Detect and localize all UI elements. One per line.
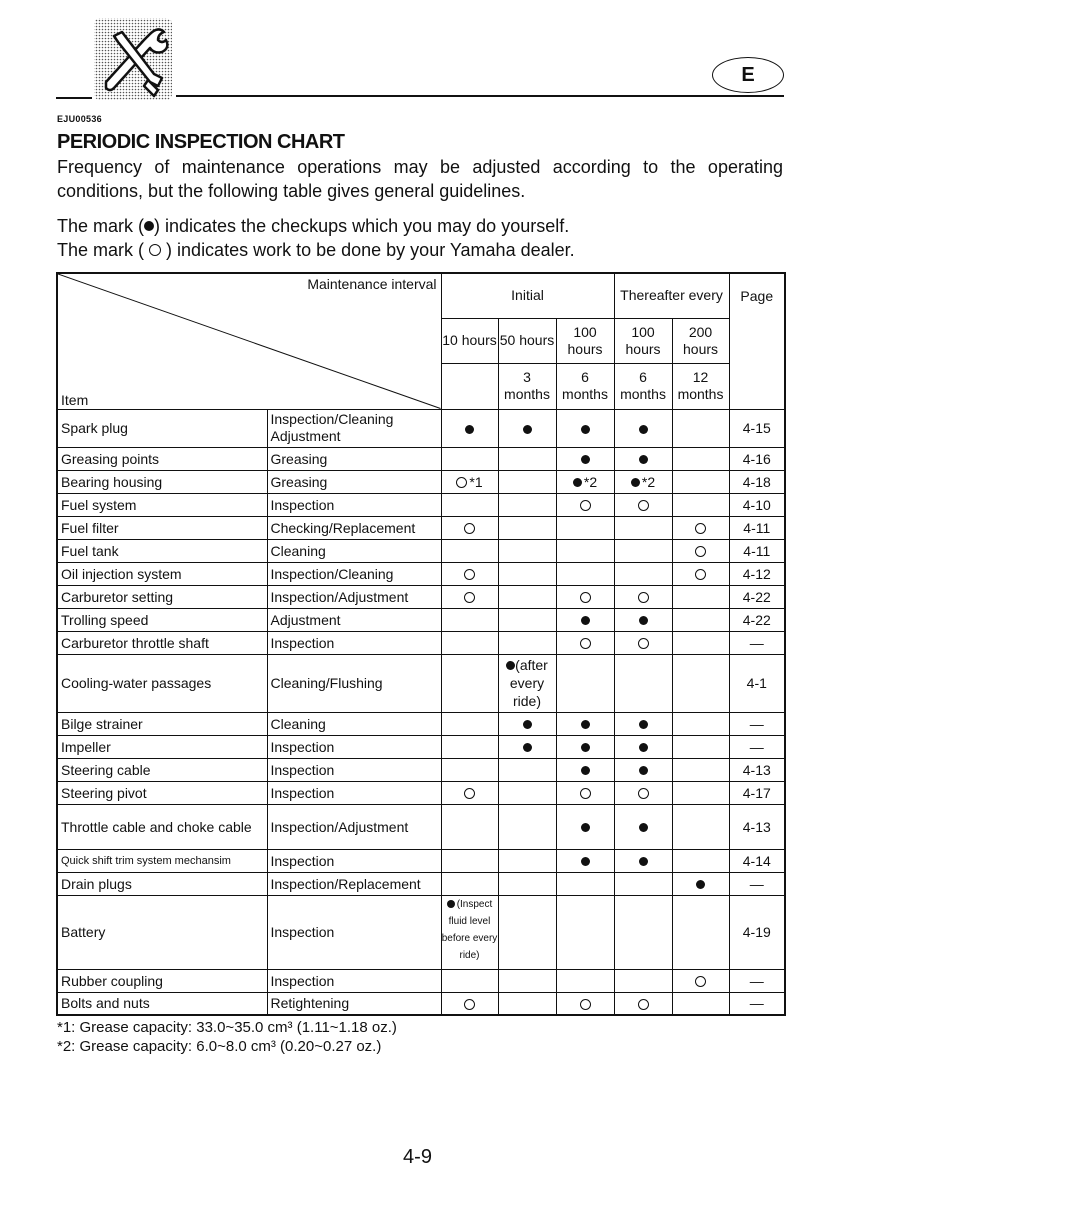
interval-cell [498,447,556,470]
filled-circle-icon [581,857,590,866]
interval-cell [441,654,498,712]
months-header-1: 3 months [498,363,556,409]
interval-cell [614,804,672,849]
interval-cell [556,516,614,539]
interval-cell [614,585,672,608]
filled-circle-icon [506,661,515,670]
open-circle-icon [638,500,649,511]
table-row [57,608,785,631]
item-cell: Impeller [57,735,267,758]
interval-cell [498,712,556,735]
page-cell: — [729,735,785,758]
page-cell: 4-22 [729,585,785,608]
initial-header: Initial [441,273,614,318]
page-cell: — [729,631,785,654]
page-cell: — [729,992,785,1015]
item-cell: Steering cable [57,758,267,781]
item-cell: Bolts and nuts [57,992,267,1015]
interval-cell [441,562,498,585]
interval-cell [441,781,498,804]
interval-cell [441,585,498,608]
item-cell: Carburetor throttle shaft [57,631,267,654]
task-cell: Inspection [267,895,441,969]
months-header-2: 6 months [556,363,614,409]
footnote-2: *2: Grease capacity: 6.0~8.0 cm³ (0.20~0.27 oz.) [57,1038,382,1055]
footnotes [57,1018,397,1056]
filled-circle-icon [639,743,648,752]
interval-cell [556,712,614,735]
task-cell: Inspection [267,969,441,992]
table-row [57,849,785,872]
page-cell: 4-22 [729,608,785,631]
table-row [57,470,785,493]
item-cell: Oil injection system [57,562,267,585]
interval-cell [441,631,498,654]
task-cell: Inspection/Adjustment [267,585,441,608]
interval-cell [556,849,614,872]
task-cell: Checking/Replacement [267,516,441,539]
table-row [57,969,785,992]
table-row [57,631,785,654]
open-circle-icon [580,638,591,649]
item-cell: Trolling speed [57,608,267,631]
table-row [57,735,785,758]
interval-cell [556,562,614,585]
interval-cell [441,849,498,872]
interval-cell [614,758,672,781]
interval-cell [556,539,614,562]
filled-circle-icon [523,743,532,752]
page-cell: 4-18 [729,470,785,493]
footnote-1: *1: Grease capacity: 33.0~35.0 cm³ (1.11~1.18 oz.) [57,1019,397,1036]
page-cell: — [729,969,785,992]
interval-cell [498,895,556,969]
hours-header-1: 50 hours [498,318,556,363]
interval-cell [614,781,672,804]
self-check-legend [57,216,569,237]
open-circle-icon [695,546,706,557]
interval-cell [556,493,614,516]
task-cell: Inspection [267,849,441,872]
interval-cell [441,712,498,735]
filled-circle-icon [581,616,590,625]
task-cell: Retightening [267,992,441,1015]
table-corner-cell [57,273,441,409]
interval-cell [556,872,614,895]
table-row [57,992,785,1015]
item-cell: Rubber coupling [57,969,267,992]
open-circle-icon [149,244,161,256]
interval-cell [498,539,556,562]
interval-cell [556,992,614,1015]
interval-cell [441,758,498,781]
task-cell: Inspection/Cleaning [267,562,441,585]
interval-cell [498,631,556,654]
table-row [57,562,785,585]
interval-cell [672,585,729,608]
open-circle-icon [580,500,591,511]
filled-circle-icon [581,720,590,729]
header-rule-left [56,97,92,99]
task-cell: Inspection/Adjustment [267,804,441,849]
filled-circle-icon [447,900,455,908]
open-circle-icon [464,788,475,799]
filled-circle-icon [639,720,648,729]
interval-cell [672,562,729,585]
interval-cell [556,447,614,470]
interval-cell [672,969,729,992]
interval-cell [556,758,614,781]
interval-cell [441,409,498,447]
filled-circle-icon [639,857,648,866]
interval-cell [556,585,614,608]
thereafter-header: Thereafter every [614,273,729,318]
interval-cell [672,781,729,804]
table-row [57,539,785,562]
task-cell: Greasing [267,447,441,470]
table-row [57,516,785,539]
interval-cell [498,409,556,447]
interval-cell [614,849,672,872]
interval-cell [672,712,729,735]
item-cell: Cooling-water passages [57,654,267,712]
interval-cell [672,631,729,654]
page-title: PERIODIC INSPECTION CHART [57,131,345,153]
interval-cell [672,804,729,849]
interval-cell [614,409,672,447]
item-cell: Drain plugs [57,872,267,895]
interval-cell [498,849,556,872]
intro-paragraph: Frequency of maintenance operations may be adjusted according to the operating conditions, but the following table gives general guidelines. [57,157,783,201]
cell-note: (after every ride) [509,657,548,709]
item-cell: Bearing housing [57,470,267,493]
open-circle-icon [464,999,475,1010]
interval-cell [672,409,729,447]
open-circle-icon [638,638,649,649]
open-circle-icon [638,999,649,1010]
open-circle-icon [464,592,475,603]
interval-cell [672,758,729,781]
interval-cell [614,516,672,539]
open-circle-icon [695,569,706,580]
interval-cell [614,493,672,516]
task-cell: Inspection [267,758,441,781]
legend-prefix: The mark ( [57,216,145,236]
interval-cell [498,781,556,804]
item-cell: Carburetor setting [57,585,267,608]
filled-circle-icon [573,478,582,487]
open-circle-icon [580,592,591,603]
page-cell: — [729,712,785,735]
table-row [57,804,785,849]
interval-cell [672,470,729,493]
open-circle-icon [638,592,649,603]
interval-cell [498,562,556,585]
filled-circle-icon [581,823,590,832]
interval-cell [614,539,672,562]
interval-cell [556,735,614,758]
interval-cell [614,608,672,631]
interval-cell [441,608,498,631]
interval-cell [441,470,498,493]
item-cell: Fuel tank [57,539,267,562]
item-cell: Greasing points [57,447,267,470]
page-header: Page [729,273,785,409]
interval-cell [441,969,498,992]
interval-cell [556,895,614,969]
interval-cell [441,493,498,516]
page-cell: 4-11 [729,516,785,539]
interval-cell [614,895,672,969]
filled-circle-icon [581,425,590,434]
interval-cell [556,409,614,447]
task-cell: Inspection/Cleaning Adjustment [267,409,441,447]
interval-cell [614,562,672,585]
wrench-screwdriver-icon [92,16,174,102]
interval-cell [556,781,614,804]
interval-cell [498,735,556,758]
filled-circle-icon [639,425,648,434]
interval-cell [498,758,556,781]
item-cell: Quick shift trim system mechansim [57,849,267,872]
filled-circle-icon [523,720,532,729]
interval-cell [614,470,672,493]
table-row [57,654,785,712]
interval-cell [441,872,498,895]
interval-cell [441,992,498,1015]
open-circle-icon [580,788,591,799]
interval-cell [672,493,729,516]
open-circle-icon [638,788,649,799]
open-circle-icon [695,976,706,987]
interval-cell [614,447,672,470]
page-cell: 4-19 [729,895,785,969]
interval-cell [672,654,729,712]
interval-cell [441,516,498,539]
interval-cell [556,470,614,493]
open-circle-icon [695,523,706,534]
interval-cell [672,516,729,539]
page-number: 4-9 [403,1146,432,1168]
interval-cell [441,735,498,758]
interval-cell [556,969,614,992]
dealer-legend [57,240,575,261]
language-badge: E [712,57,784,93]
table-row [57,758,785,781]
interval-cell [672,608,729,631]
header-rule-right [176,95,784,97]
task-cell: Cleaning [267,539,441,562]
months-header-3: 6 months [614,363,672,409]
task-cell: Inspection [267,781,441,804]
interval-cell [672,992,729,1015]
page-cell: 4-16 [729,447,785,470]
interval-cell [672,872,729,895]
interval-cell [498,585,556,608]
interval-cell [441,895,498,969]
item-cell: Battery [57,895,267,969]
cell-note: *1 [469,474,483,491]
filled-circle-icon [639,455,648,464]
cell-note: *2 [583,474,598,491]
interval-cell [672,735,729,758]
item-cell: Steering pivot [57,781,267,804]
page-cell: 4-17 [729,781,785,804]
months-header-4: 12 months [672,363,729,409]
filled-circle-icon [631,478,640,487]
table-row [57,493,785,516]
interval-cell [441,804,498,849]
hours-header-2: 100 hours [556,318,614,363]
table-row [57,895,785,969]
interval-cell [556,654,614,712]
interval-cell [498,608,556,631]
interval-cell [614,654,672,712]
inspection-chart-table [56,272,786,1016]
item-cell: Bilge strainer [57,712,267,735]
interval-cell [556,804,614,849]
open-circle-icon [464,569,475,580]
filled-circle-icon [639,823,648,832]
task-cell: Adjustment [267,608,441,631]
interval-cell [498,516,556,539]
page-cell: 4-13 [729,758,785,781]
interval-cell [498,969,556,992]
page-cell: 4-14 [729,849,785,872]
item-label: Item [61,391,89,408]
filled-circle-icon [639,616,648,625]
filled-circle-icon [144,221,154,231]
task-cell: Cleaning [267,712,441,735]
table-row [57,781,785,804]
open-circle-icon [456,477,467,488]
task-cell: Cleaning/Flushing [267,654,441,712]
interval-cell [614,969,672,992]
interval-cell [441,447,498,470]
filled-circle-icon [581,743,590,752]
interval-cell [614,712,672,735]
open-circle-icon [580,999,591,1010]
task-cell: Inspection/Replacement [267,872,441,895]
legend-suffix: ) indicates the checkups which you may do yourself. [154,216,570,236]
table-row [57,585,785,608]
page-cell: — [729,872,785,895]
page-cell: 4-11 [729,539,785,562]
section-code: EJU00536 [57,114,102,124]
open-circle-icon [464,523,475,534]
hours-header-3: 100 hours [614,318,672,363]
interval-cell [498,493,556,516]
interval-cell [441,539,498,562]
legend-suffix: ) indicates work to be done by your Yamaha dealer. [166,240,575,260]
filled-circle-icon [696,880,705,889]
table-row [57,712,785,735]
interval-cell [498,470,556,493]
interval-cell [556,631,614,654]
interval-cell [614,735,672,758]
item-cell: Fuel system [57,493,267,516]
filled-circle-icon [523,425,532,434]
hours-header-4: 200 hours [672,318,729,363]
interval-cell [672,849,729,872]
filled-circle-icon [581,766,590,775]
item-cell: Spark plug [57,409,267,447]
filled-circle-icon [639,766,648,775]
interval-cell [672,539,729,562]
filled-circle-icon [581,455,590,464]
page-cell: 4-15 [729,409,785,447]
table-row [57,872,785,895]
task-cell: Inspection [267,735,441,758]
task-cell: Inspection [267,631,441,654]
interval-cell [614,992,672,1015]
task-cell: Inspection [267,493,441,516]
hours-header-0: 10 hours [441,318,498,363]
page-cell: 4-13 [729,804,785,849]
filled-circle-icon [465,425,474,434]
maintenance-interval-label: Maintenance interval [307,276,437,292]
cell-note: *2 [641,474,656,491]
interval-cell [498,872,556,895]
corner-diagonal-line [58,274,441,409]
task-cell: Greasing [267,470,441,493]
table-row [57,409,785,447]
cell-note: (Inspect fluid level before every ride) [441,898,498,961]
interval-cell [498,992,556,1015]
months-header-0 [441,363,498,409]
interval-cell [556,608,614,631]
page-cell: 4-1 [729,654,785,712]
interval-cell [614,631,672,654]
interval-cell [498,804,556,849]
page-cell: 4-12 [729,562,785,585]
interval-cell [672,895,729,969]
table-row [57,447,785,470]
page-cell: 4-10 [729,493,785,516]
legend-prefix: The mark ( [57,240,145,260]
interval-cell [498,654,556,712]
item-cell: Throttle cable and choke cable [57,804,267,849]
item-cell: Fuel filter [57,516,267,539]
interval-cell [672,447,729,470]
interval-cell [614,872,672,895]
